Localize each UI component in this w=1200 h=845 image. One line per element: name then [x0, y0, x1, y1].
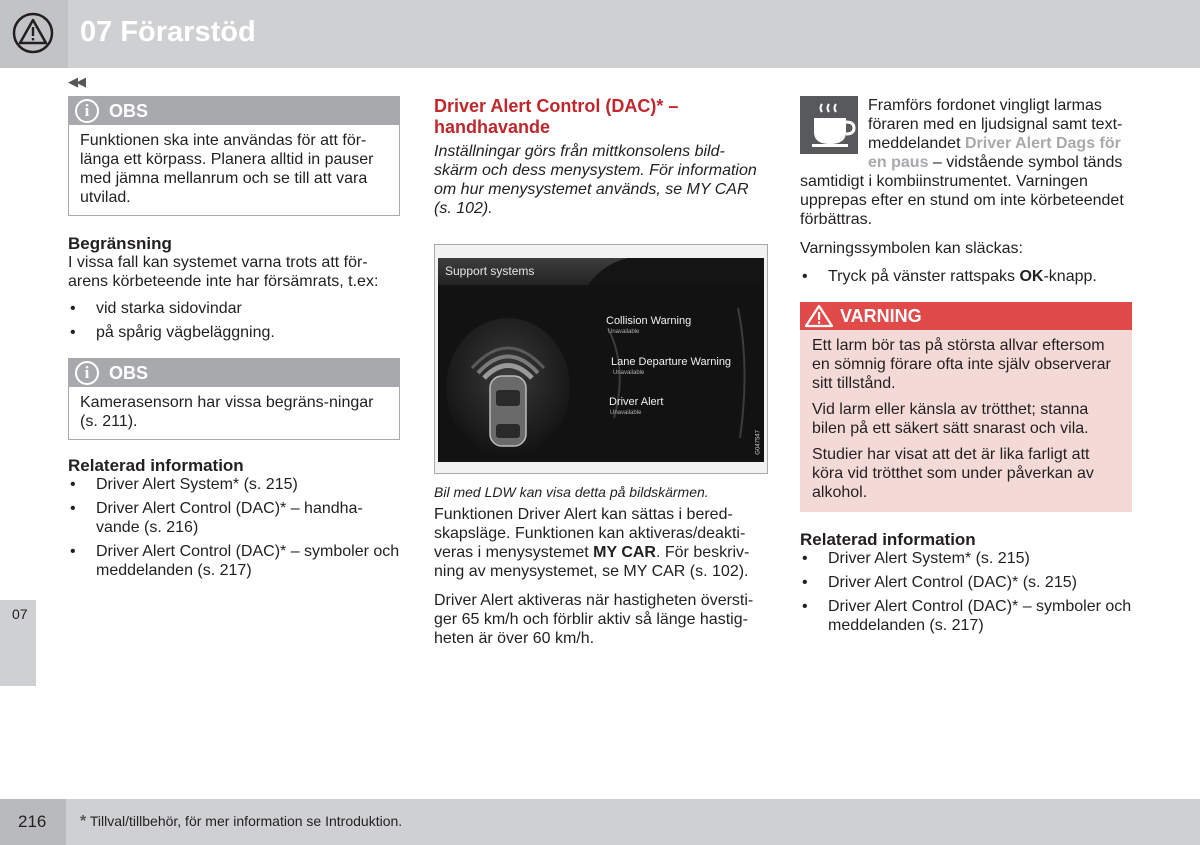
info-icon: i: [75, 361, 99, 385]
chapter-title: 07 Förarstöd: [80, 16, 256, 48]
back-arrows-icon[interactable]: ◀◀: [68, 74, 84, 89]
note-text: Kamerasensorn har vissa begräns-ningar (s. 211).: [80, 394, 374, 430]
screen-image: [434, 244, 768, 474]
image-code: G047547: [756, 430, 762, 455]
intro-paragraph: Framförs fordonet vingligt larmas föraren med en ljudsignal samt text-meddelandet Driver Alert Dags för en paus – vidstående symbol tänds samtidigt i kombiinstrumentet. Varningen upprepas efter en stund om inte körbeteendet förbättras.: [800, 97, 1124, 228]
chapter-tab-label: 07: [12, 606, 28, 622]
paragraph: Varningssymbolen kan släckas:: [800, 240, 1023, 257]
warning-text: Studier har visat att det är lika farligt att köra vid trötthet som under påverkan av alkohol.: [812, 446, 1094, 501]
note-title: OBS: [109, 363, 149, 383]
related-link[interactable]: • Driver Alert Control (DAC)* – handha-vande (s. 216): [68, 499, 400, 537]
note-text: Funktionen ska inte användas för att för-länga ett körpass. Planera alltid in pauser med jämna mellanrum och se till att vara utvilad.: [80, 132, 374, 206]
column-left: [68, 96, 400, 580]
menu-item-status: Unavailable: [610, 410, 642, 416]
list-item: • Tryck på vänster rattspaks OK-knapp.: [800, 267, 1132, 286]
paragraph: Driver Alert aktiveras när hastigheten översti-ger 65 km/h och förblir aktiv så länge hastig-heten är över 60 km/h.: [434, 592, 754, 647]
menu-item-label[interactable]: Collision Warning: [606, 315, 692, 327]
bullet-list: [68, 299, 400, 342]
image-caption: Bil med LDW kan visa detta på bildskärmen.: [434, 484, 709, 500]
related-list: [800, 549, 1132, 635]
bullet-list: [800, 267, 1132, 286]
page-header: [0, 0, 1200, 68]
note-title: OBS: [109, 101, 149, 121]
info-icon: i: [75, 99, 99, 123]
column-middle: [434, 96, 768, 648]
intro-text: Inställningar görs från mittkonsolens bild-skärm och dess menysystem. För information om hur menysystemet används, se MY CAR (s. 102).: [434, 143, 757, 217]
related-list: [68, 475, 400, 580]
warning-box: [800, 302, 1132, 512]
section-heading: Begränsning: [68, 234, 172, 253]
related-link[interactable]: • Driver Alert System* (s. 215): [800, 549, 1132, 568]
warning-text: Vid larm eller känsla av trötthet; stanna bilen på ett säkert sätt snarast och vila.: [812, 401, 1089, 437]
menu-item-label[interactable]: Driver Alert: [609, 396, 664, 408]
warning-triangle-icon: [0, 0, 68, 68]
column-right: [800, 96, 1132, 635]
related-heading: Relaterad information: [800, 530, 976, 549]
warning-icon: [804, 304, 834, 328]
list-item: • vid starka sidovindar: [68, 299, 400, 318]
screen-title: Support systems: [445, 264, 535, 278]
related-link[interactable]: • Driver Alert System* (s. 215): [68, 475, 400, 494]
paragraph: I vissa fall kan systemet varna trots att för-arens körbeteende inte har försämrats, t.ex:: [68, 254, 379, 290]
display-screen: [438, 258, 764, 462]
note-box: [68, 358, 400, 440]
page-footer: [0, 799, 1200, 845]
note-box: [68, 96, 400, 216]
paragraph: Funktionen Driver Alert kan sättas i bered-skapsläge. Funktionen kan aktiveras/deakti-veras i menysystemet MY CAR. För beskriv-ning av menysystemet, se MY CAR (s. 102).: [434, 506, 750, 580]
related-link[interactable]: • Driver Alert Control (DAC)* (s. 215): [800, 573, 1132, 592]
note-header: [69, 97, 399, 125]
section-title: Driver Alert Control (DAC)* – handhavande: [434, 96, 679, 137]
warning-title: VARNING: [840, 306, 922, 326]
note-header: [69, 359, 399, 387]
chapter-tab[interactable]: [0, 600, 36, 686]
warning-text: Ett larm bör tas på största allvar eftersom en sömnig förare ofta inte själv observerar sitt tillstånd.: [812, 337, 1111, 392]
footnote: * Tillval/tillbehör, för mer information se Introduktion.: [80, 813, 403, 830]
related-heading: Relaterad information: [68, 456, 244, 475]
related-link[interactable]: • Driver Alert Control (DAC)* – symboler och meddelanden (s. 217): [800, 597, 1132, 635]
menu-item-status: Unavailable: [608, 329, 640, 335]
warning-header: [800, 302, 1132, 330]
list-item: • på spårig vägbeläggning.: [68, 323, 400, 342]
coffee-cup-icon: [800, 96, 858, 154]
page-number: 216: [0, 799, 66, 845]
menu-item-status: Unavailable: [613, 370, 645, 376]
related-link[interactable]: • Driver Alert Control (DAC)* – symboler och meddelanden (s. 217): [68, 542, 400, 580]
menu-item-label[interactable]: Lane Departure Warning: [611, 356, 732, 368]
